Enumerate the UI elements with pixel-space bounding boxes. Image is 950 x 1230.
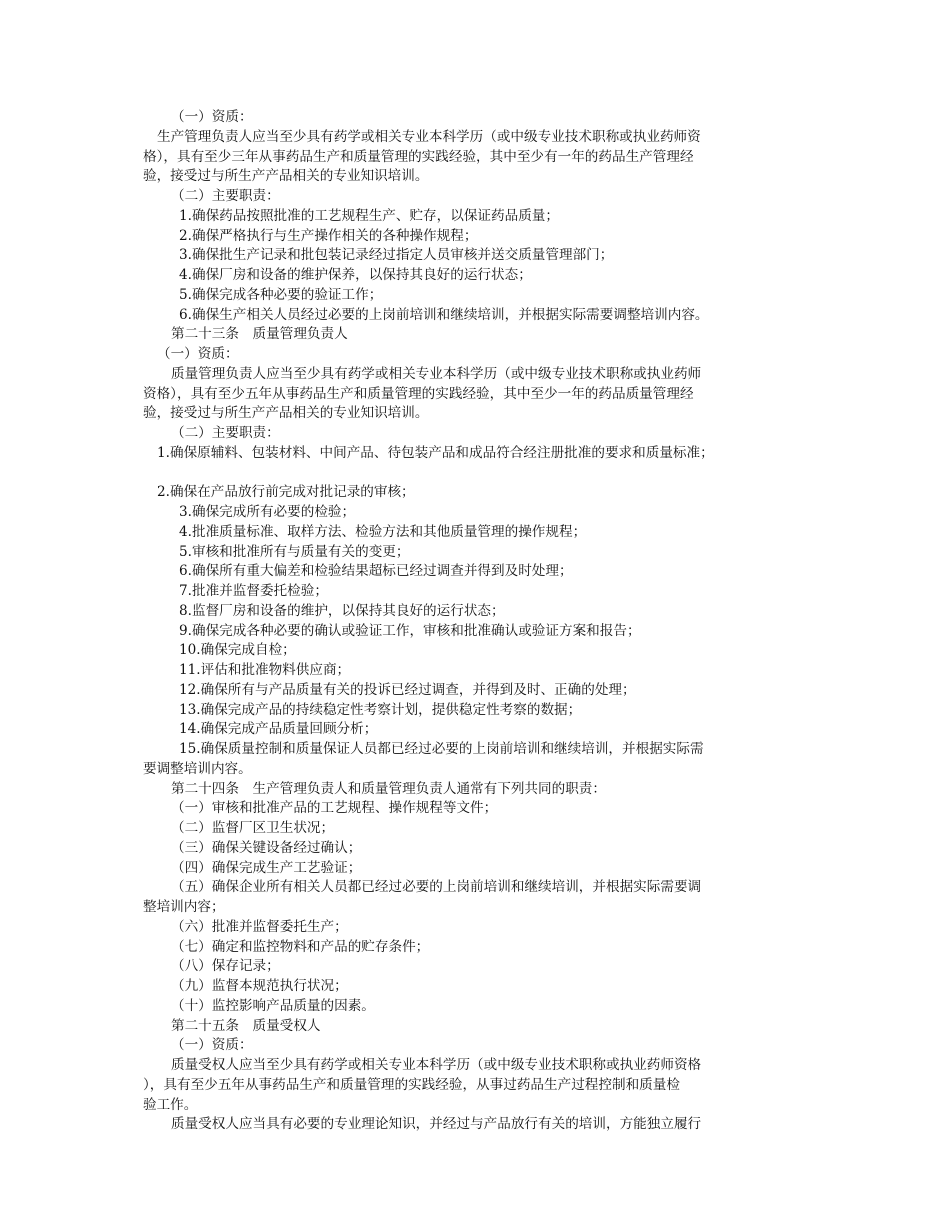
paragraph-line: 验工作。 [143,1096,198,1113]
paragraph-line: 14.确保完成产品质量回顾分析； [179,721,378,738]
article-heading: 第二十五条 质量受权人 [171,1017,321,1034]
paragraph-line: （七）确定和监控物料和产品的贮存条件； [171,938,430,955]
article-heading: 第二十三条 质量管理负责人 [171,326,348,343]
paragraph-line: 7.批准并监督委托检验； [179,583,328,599]
paragraph-line: 4.批准质量标准、取样方法、检验方法和其他质量管理的操作规程； [179,523,587,540]
paragraph-line: 质量管理负责人应当至少具有药学或相关专业本科学历（或中级专业技术职称或执业药师 [171,365,702,382]
paragraph-line: 2.确保严格执行与生产操作相关的各种操作规程； [179,227,478,244]
paragraph-line: 5.确保完成各种必要的验证工作； [179,286,383,303]
paragraph-line: 5.审核和批准所有与质量有关的变更； [179,543,410,560]
paragraph-line: ），具有至少五年从事药品生产和质量管理的实践经验，从事过药品生产过程控制和质量检 [143,1076,680,1093]
paragraph-line: 质量受权人应当具有必要的专业理论知识，并经过与产品放行有关的培训，方能独立履行 [171,1116,702,1133]
paragraph-line: 整培训内容； [143,899,225,915]
paragraph-line: （二）主要职责： [171,425,280,441]
paragraph-line: （五）确保企业所有相关人员都已经过必要的上岗前培训和继续培训，并根据实际需要调 [171,879,702,896]
paragraph-line: 15.确保质量控制和质量保证人员都已经过必要的上岗前培训和继续培训，并根据实际需 [179,741,704,757]
blank-line [143,464,808,484]
paragraph-line: 12.确保所有与产品质量有关的投诉已经过调查，并得到及时、正确的处理； [179,681,636,698]
paragraph-line: 11.评估和批准物料供应商； [179,662,351,678]
paragraph-line: 6.确保生产相关人员经过必要的上岗前培训和继续培训，并根据实际需要调整培训内容。 [179,306,709,323]
paragraph-line: （二）监督厂区卫生状况； [171,820,335,836]
paragraph-line: 验，接受过与所生产产品相关的专业知识培训。 [143,168,429,185]
paragraph-line: （一）资质： [171,1037,253,1054]
paragraph-line: （九）监督本规范执行状况； [171,978,348,994]
paragraph-line: 9.确保完成各种必要的确认或验证工作，审核和批准确认或验证方案和报告； [179,622,641,639]
paragraph-line: 1.确保药品按照批准的工艺规程生产、贮存，以保证药品质量； [179,207,559,224]
paragraph-line: （三）确保关键设备经过确认； [171,839,362,856]
paragraph-line: 8.监督厂房和设备的维护，以保持其良好的运行状态； [179,602,505,619]
paragraph-line: （八）保存记录； [171,958,280,975]
paragraph-line: 验，接受过与所生产产品相关的专业知识培训。 [143,405,429,422]
paragraph-line: 2.确保在产品放行前完成对批记录的审核； [157,484,415,501]
paragraph-line: （十）监控影响产品质量的因素。 [171,997,375,1014]
paragraph-line: 资格），具有至少五年从事药品生产和质量管理的实践经验，其中至少一年的药品质量管理经 [143,385,694,402]
document-body [143,108,808,1135]
paragraph-line: 生产管理负责人应当至少具有药学或相关专业本科学历（或中级专业技术职称或执业药师资 [157,128,701,145]
paragraph-line: （一）资质： [157,346,239,362]
paragraph-line: 3.确保完成所有必要的检验； [179,504,356,520]
paragraph-line: 10.确保完成自检； [179,642,296,659]
paragraph-line: （一）资质： [171,109,253,125]
paragraph-line: （四）确保完成生产工艺验证； [171,859,362,876]
paragraph-line: 质量受权人应当至少具有药学或相关专业本科学历（或中级专业技术职称或执业药师资格 [171,1057,702,1073]
paragraph-line: 3.确保批生产记录和批包装记录经过指定人员审核并送交质量管理部门； [179,247,614,264]
paragraph-line: 1.确保原辅料、包装材料、中间产品、待包装产品和成品符合经注册批准的要求和质量标准； [157,444,714,461]
paragraph-line: （六）批准并监督委托生产； [171,918,348,935]
paragraph-line: 要调整培训内容。 [143,760,252,777]
paragraph-line: 格），具有至少三年从事药品生产和质量管理的实践经验，其中至少有一年的药品生产管理经 [143,148,694,165]
paragraph-line: 6.确保所有重大偏差和检验结果超标已经过调查并得到及时处理； [179,563,573,580]
paragraph-line: （一）审核和批准产品的工艺规程、操作规程等文件； [171,800,498,817]
paragraph-line: 13.确保完成产品的持续稳定性考察计划，提供稳定性考察的数据； [179,701,582,718]
article-heading: 第二十四条 生产管理负责人和质量管理负责人通常有下列共同的职责： [171,780,606,797]
paragraph-line: （二）主要职责： [171,188,280,204]
paragraph-line: 4.确保厂房和设备的维护保养，以保持其良好的运行状态； [179,267,532,283]
